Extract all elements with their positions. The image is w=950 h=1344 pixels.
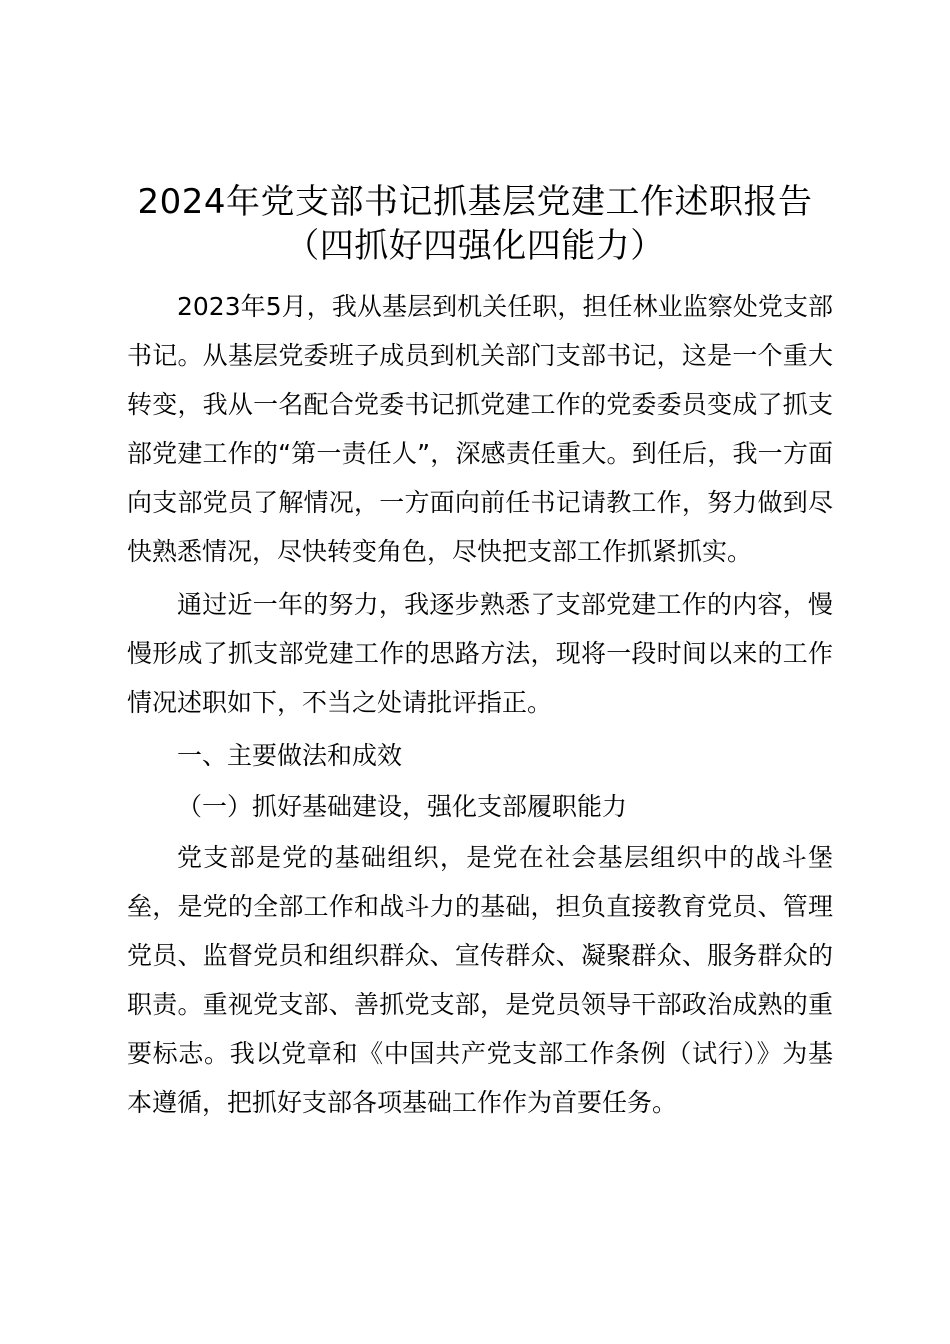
document-body [127,282,833,1131]
paragraph-branch-role: 党支部是党的基础组织，是党在社会基层组织中的战斗堡垒，是党的全部工作和战斗力的基础，担负直接教育党员、管理党员、监督党员和组织群众、宣传群众、凝聚群众、服务群众的职责。重视党支部、善抓党支部，是党员领导干部政治成熟的重要标志。我以党章和《中国共产党支部工作条例（试行）》为基本遵循，把抓好支部各项基础工作作为首要任务。 [127,843,833,1117]
section-heading: 一、主要做法和成效 [177,741,403,770]
subsection-heading: （一）抓好基础建设，强化支部履职能力 [177,792,628,821]
title-line-2: （四抓好四强化四能力） [285,226,665,266]
paragraph-intro: 2023年5月，我从基层到机关任职，担任林业监察处党支部书记。从基层党委班子成员到机关部门支部书记，这是一个重大转变，我从一名配合党委书记抓党建工作的党委委员变成了抓支部党建工作的“第一责任人”，深感责任重大。到任后，我一方面向支部党员了解情况，一方面向前任书记请教工作，努力做到尽快熟悉情况，尽快转变角色，尽快把支部工作抓紧抓实。 [127,292,833,566]
title-line-1: 2024年党支部书记抓基层党建工作述职报告 [137,182,813,222]
document-title [80,180,870,268]
paragraph-summary: 通过近一年的努力，我逐步熟悉了支部党建工作的内容，慢慢形成了抓支部党建工作的思路方法，现将一段时间以来的工作情况述职如下，不当之处请批评指正。 [127,590,833,717]
